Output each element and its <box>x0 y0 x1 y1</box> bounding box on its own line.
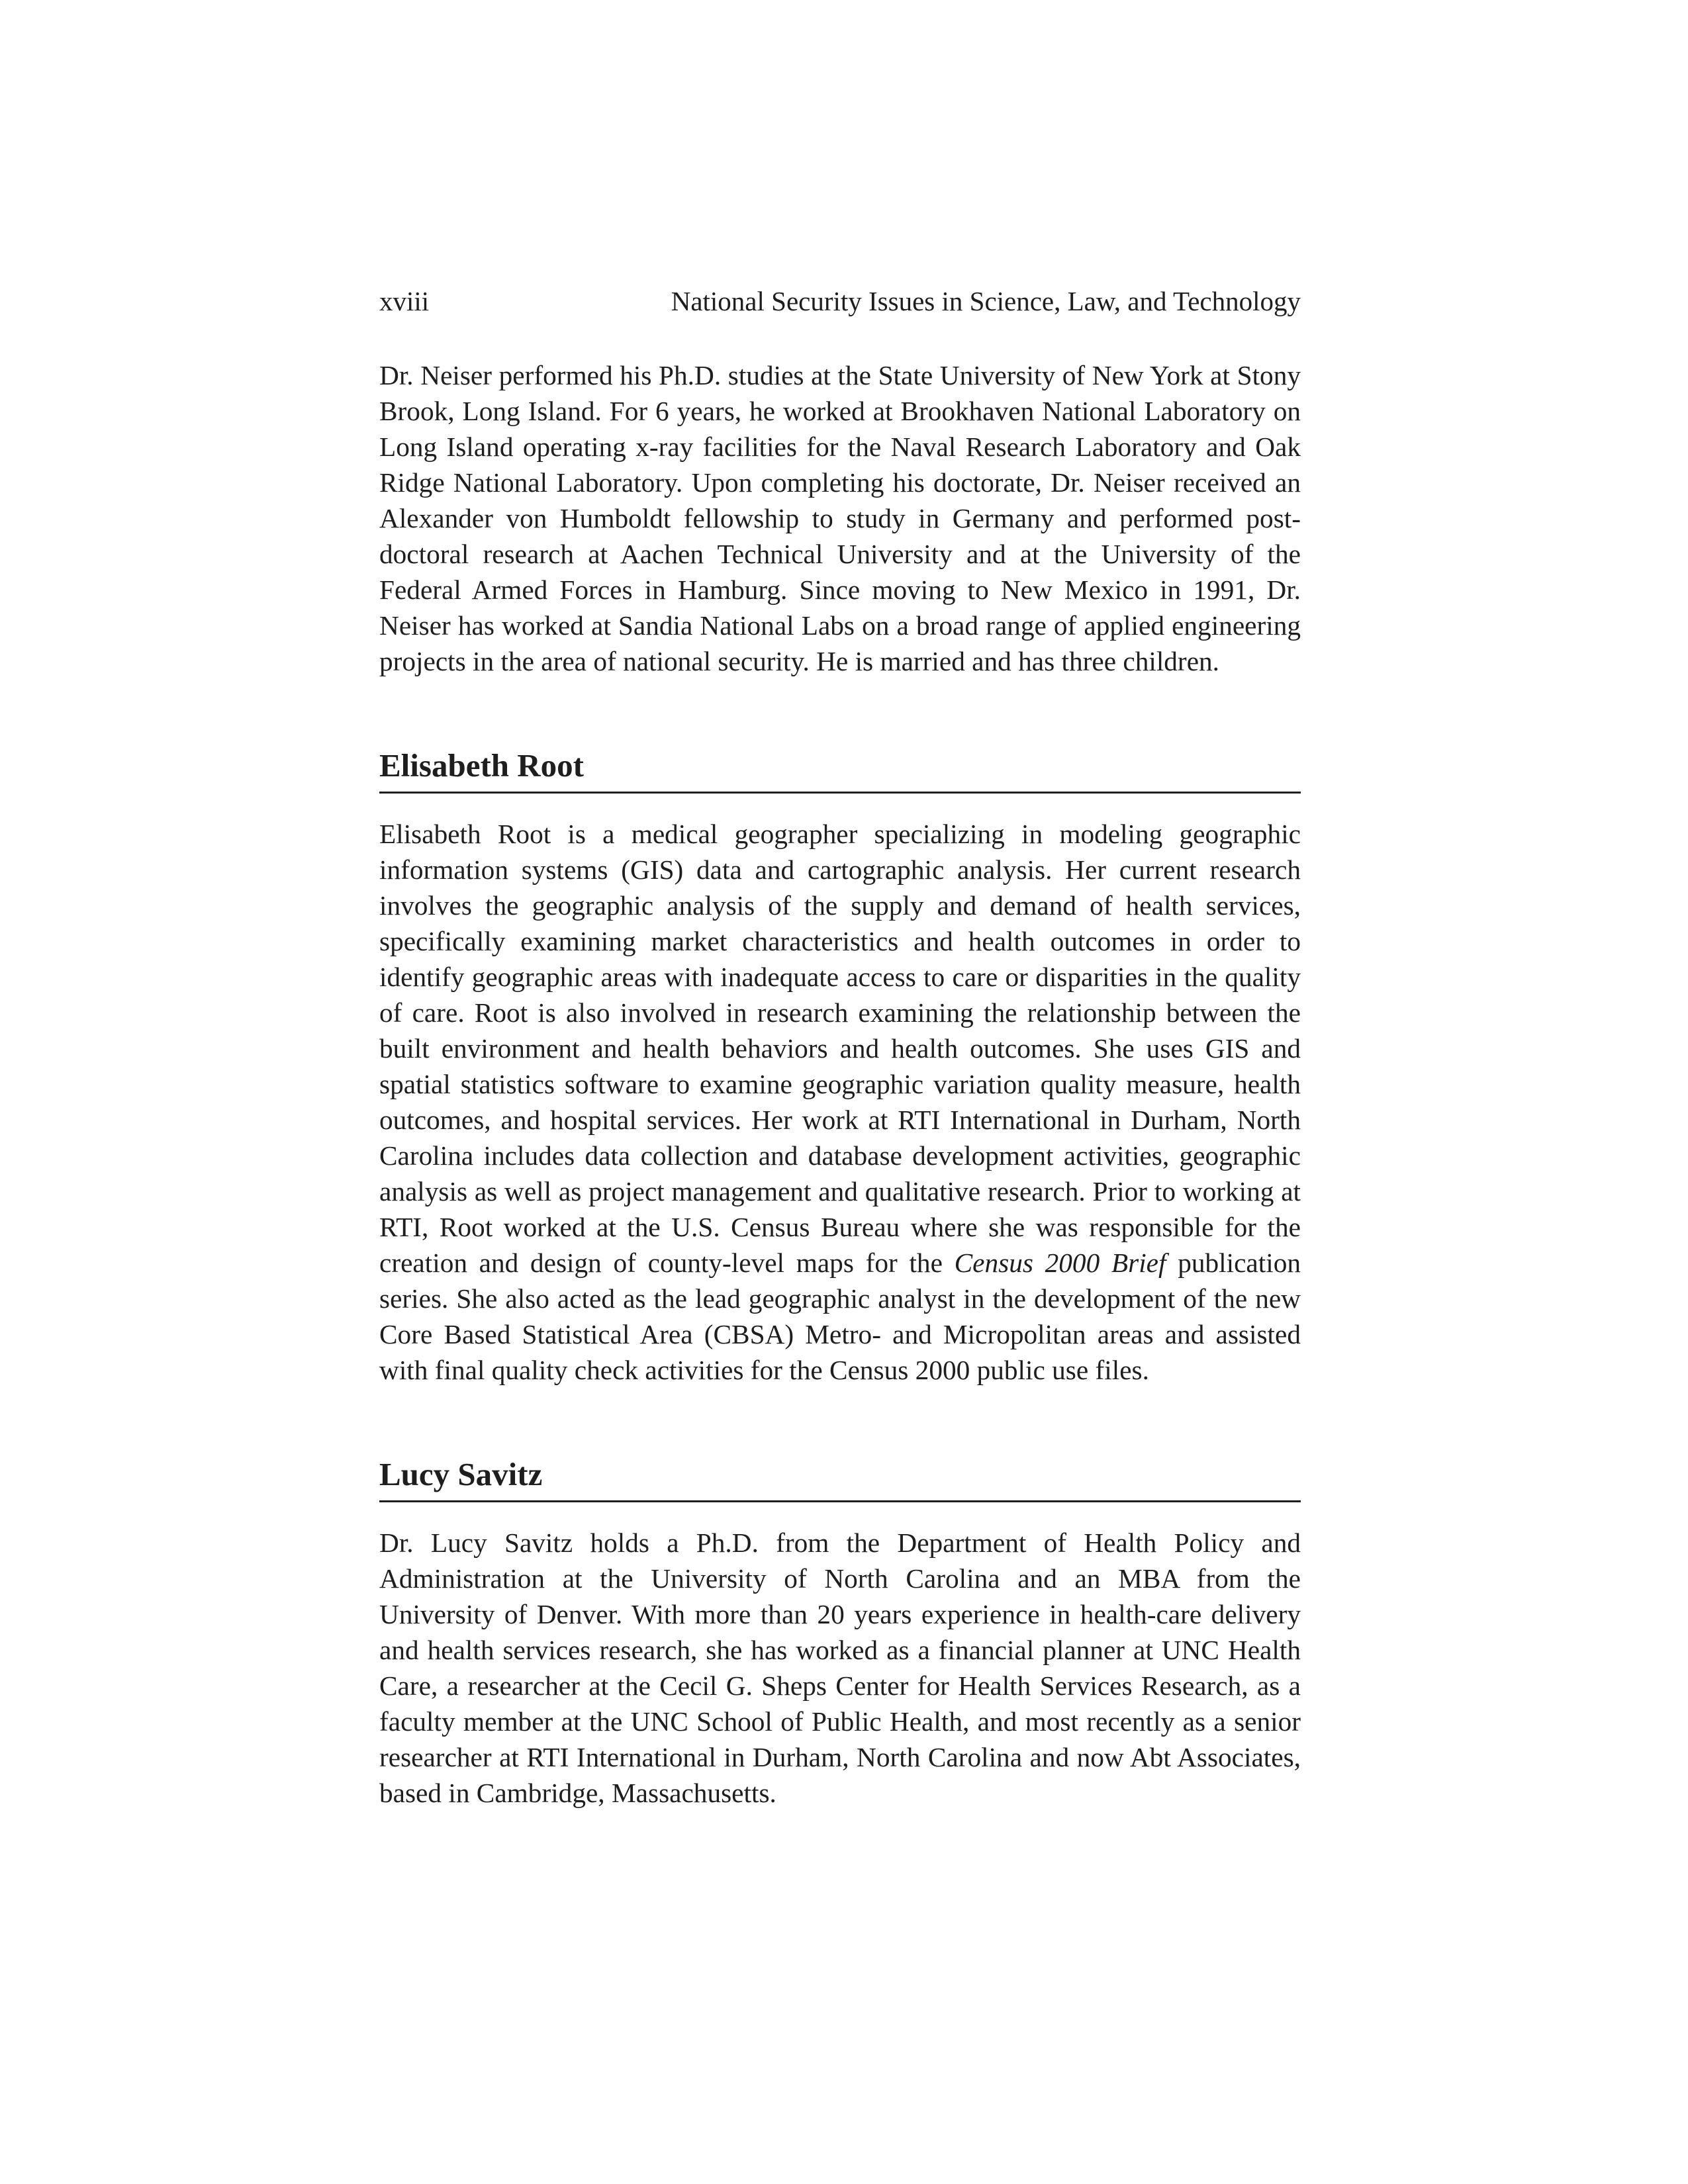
neiser-bio-paragraph: Dr. Neiser performed his Ph.D. studies at the State University of New York at Stony Brook, Long Island. For 6 years, he worked at Brookhaven National Laboratory on Long Island operating x-ray facilities for the Naval Research Laboratory and Oak Ridge National Laboratory. Upon completing his doctorate, Dr. Neiser received an Alexander von Humboldt fellowship to study in Germany and performed post-doctoral research at Aachen Technical University and at the University of the Federal Armed Forces in Hamburg. Since moving to New Mexico in 1991, Dr. Neiser has worked at Sandia National Labs on a broad range of applied engineering projects in the area of national security. He is married and has three children. <box>379 360 1301 676</box>
section-heading-root: Elisabeth Root <box>379 743 1301 794</box>
savitz-bio-paragraph: Dr. Lucy Savitz holds a Ph.D. from the Department of Health Policy and Administration at the University of North Carolina and an MBA from the University of Denver. With more than 20 years experience in health-care delivery and health services research, she has worked as a financial planner at UNC Health Care, a researcher at the Cecil G. Sheps Center for Health Services Research, as a faculty member at the UNC School of Public Health, and most recently as a senior researcher at RTI International in Durham, North Carolina and now Abt Associates, based in Cambridge, Massachusetts. <box>379 1527 1301 1808</box>
running-head <box>379 278 1301 324</box>
section-elisabeth-root <box>379 743 1301 1388</box>
root-bio-italic-title: Census 2000 Brief <box>954 1248 1166 1278</box>
book-title: National Security Issues in Science, Law, and Technology <box>671 286 1301 316</box>
section-lucy-savitz <box>379 1451 1301 1811</box>
root-bio-text-part1: Elisabeth Root is a medical geographer specializing in modeling geographic information systems (GIS) data and cartographic analysis. Her current research involves the geographic analysis of the supply and demand of health services, specifically examining market characteristics and health outcomes in order to identify geographic areas with inadequate access to care or disparities in the quality of care. Root is also involved in research examining the relationship between the built environment and health behaviors and health outcomes. She uses GIS and spatial statistics software to examine geographic variation quality measure, health outcomes, and hospital services. Her work at RTI International in Durham, North Carolina includes data collection and database development activities, geographic analysis as well as project management and qualitative research. Prior to working at RTI, Root worked at the U.S. Census Bureau where she was responsible for the creation and design of county-level maps for the <box>379 819 1301 1278</box>
book-page <box>379 278 1301 1811</box>
root-bio-text-part2: publication series. She also acted as the lead geographic analyst in the development of the new Core Based Statistical Area (CBSA) Metro- and Micropolitan areas and assisted with final quality check activities for the Census 2000 public use files. <box>379 1248 1301 1385</box>
section-heading-savitz: Lucy Savitz <box>379 1451 1301 1502</box>
root-bio-paragraph <box>379 816 1301 1388</box>
page-number: xviii <box>379 286 430 316</box>
